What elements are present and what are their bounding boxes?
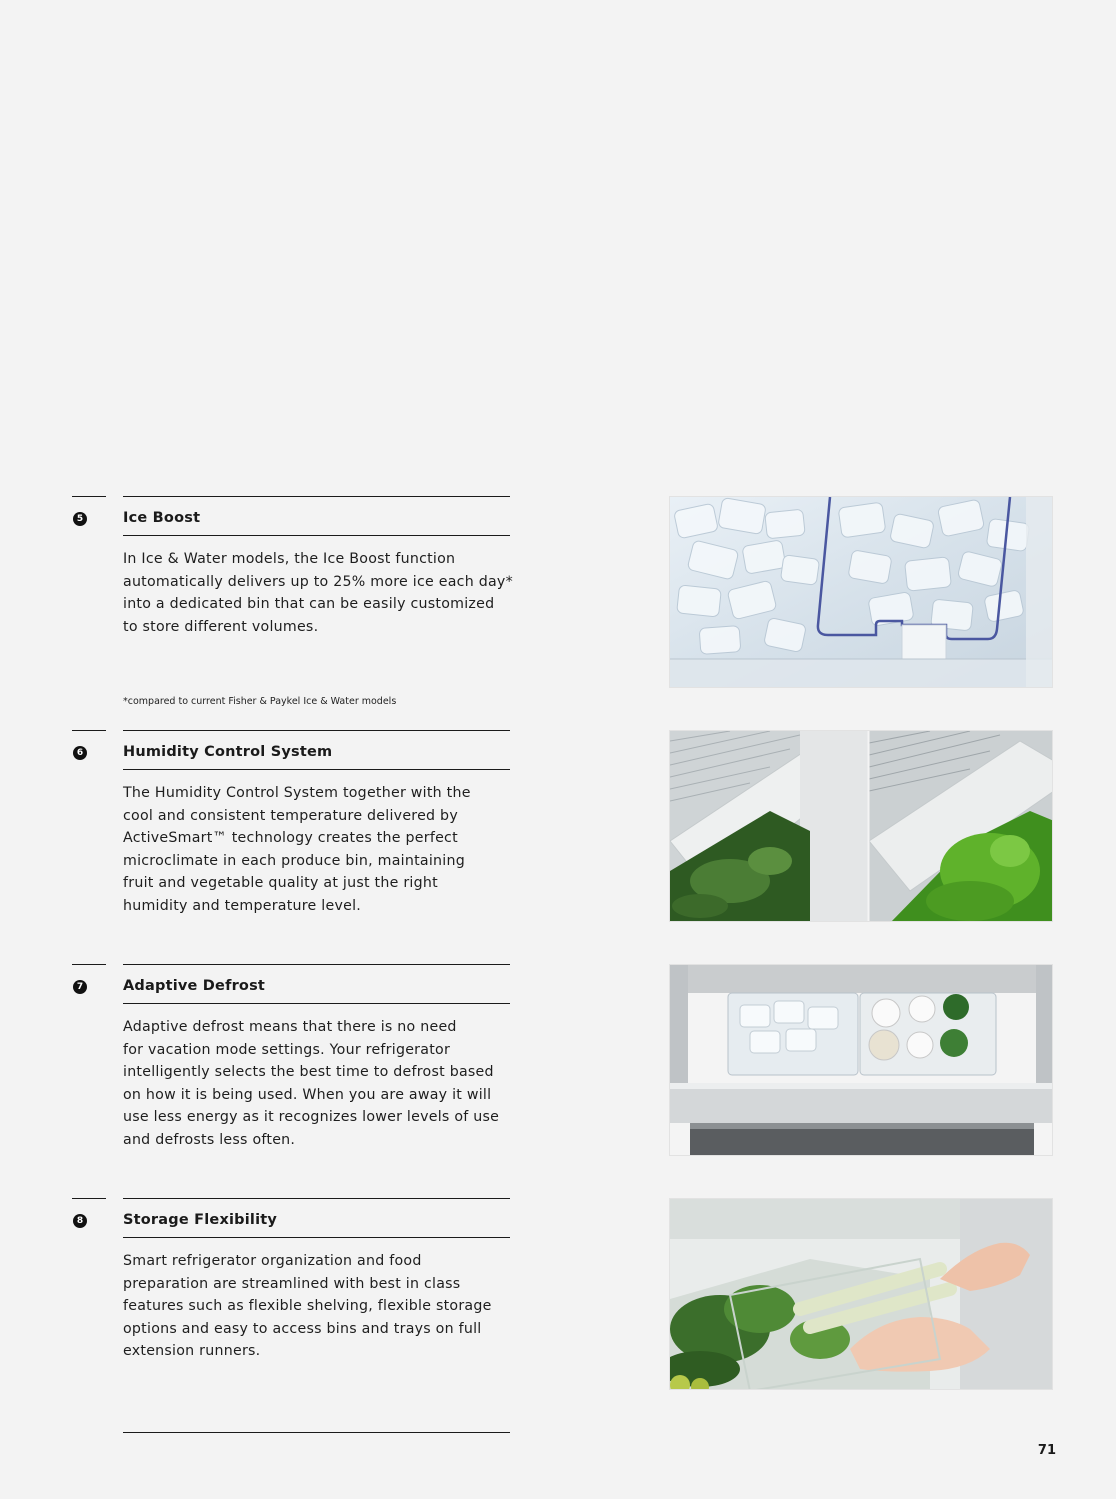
right-panel <box>869 731 1053 922</box>
title-top-rule <box>123 496 510 497</box>
feature-title: Adaptive Defrost <box>123 978 266 994</box>
produce-bin-illustration <box>670 1199 1053 1390</box>
ice-bin-illustration <box>670 497 1053 688</box>
footnote: *compared to current Fisher & Paykel Ice & Water models <box>123 696 397 707</box>
feature-number-badge: 8 <box>73 1214 87 1228</box>
title-bottom-rule <box>123 1237 510 1238</box>
feature-number-badge: 7 <box>73 980 87 994</box>
feature-number-badge: 5 <box>73 512 87 526</box>
number-rule <box>72 730 106 731</box>
title-bottom-rule <box>123 769 510 770</box>
feature-description: The Humidity Control System together with the cool and consistent temperature delivered by ActiveSmart™ technology creates the perfect microclimate in each produce bin, maintaining fruit and vegetable quality at just the right humidity and temperature level. <box>123 785 471 914</box>
freezer-drawer-illustration <box>670 965 1053 1156</box>
feature-description: Smart refrigerator organization and food preparation are streamlined with best in class features such as flexible shelving, flexible storage options and easy to access bins and trays on full extension runners. <box>123 1253 492 1359</box>
title-top-rule <box>123 1198 510 1199</box>
number-rule <box>72 1198 106 1199</box>
title-bottom-rule <box>123 1003 510 1004</box>
feature-title: Humidity Control System <box>123 744 333 760</box>
feature-number-badge: 6 <box>73 746 87 760</box>
feature-description: In Ice & Water models, the Ice Boost function automatically delivers up to 25% more ice each day* into a dedicated bin that can be easily customized to store different volumes. <box>123 551 513 635</box>
title-top-rule <box>123 730 510 731</box>
freezer-drawer-photo <box>669 964 1053 1156</box>
feature-title: Ice Boost <box>123 510 201 526</box>
left-panel <box>670 731 868 922</box>
produce-bin-photo <box>669 1198 1053 1390</box>
humidity-control-illustration <box>670 731 1053 922</box>
feature-title: Storage Flexibility <box>123 1212 278 1228</box>
bottom-rule <box>123 1432 510 1433</box>
page-number: 71 <box>1037 1443 1056 1458</box>
title-top-rule <box>123 964 510 965</box>
humidity-control-photo <box>669 730 1053 922</box>
number-rule <box>72 964 106 965</box>
number-rule <box>72 496 106 497</box>
ice-bin-photo <box>669 496 1053 688</box>
title-bottom-rule <box>123 535 510 536</box>
feature-description: Adaptive defrost means that there is no need for vacation mode settings. Your refrigerator intelligently selects the best time to defrost based on how it is being used. When you are away it will use less energy as it recognizes lower levels of use and defrosts less often. <box>123 1019 500 1148</box>
